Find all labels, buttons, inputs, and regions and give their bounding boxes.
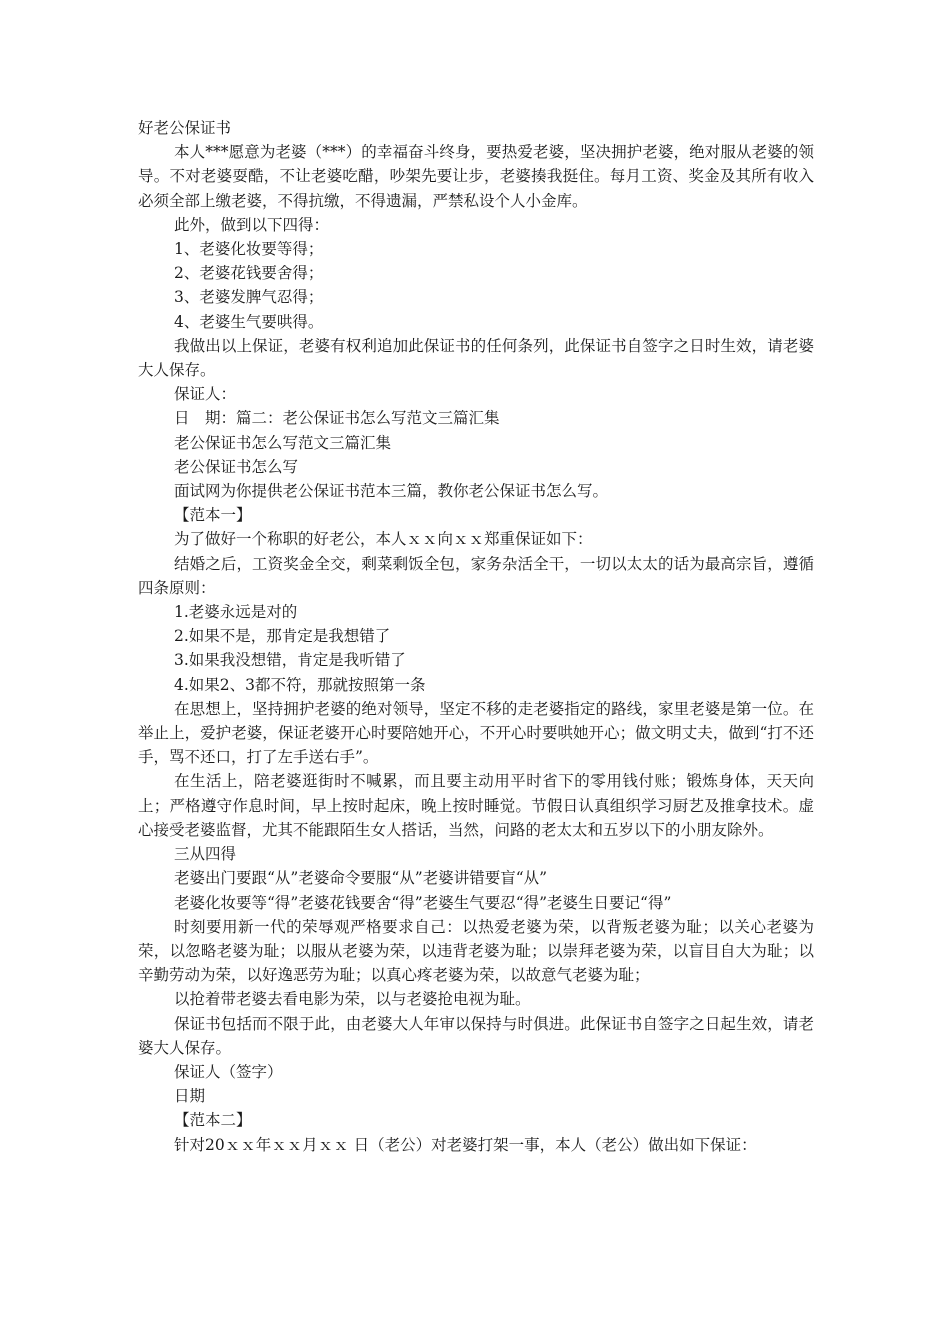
list-item: 2、老婆花钱要舍得； bbox=[174, 264, 324, 283]
paragraph: 本人***愿意为老婆（***）的幸福奋斗终身，要热爱老婆，坚决拥护老婆，绝对服从老婆的领导。不对老婆耍酷，不让老婆吃醋，吵架先要让步，老婆揍我挺住。每月工资、奖金及其所有收入必须全部上缴老婆，不得抗缴，不得遗漏，严禁私设个人小金库。 bbox=[138, 143, 814, 210]
list-item: 1.老婆永远是对的 bbox=[174, 603, 298, 622]
paragraph: 在思想上，坚持拥护老婆的绝对领导，坚定不移的走老婆指定的路线，家里老婆是第一位。在举止上，爱护老婆，保证老婆开心时要陪她开心，不开心时要哄她开心；做文明丈夫，做到“打不还手，骂不还口，打了左手送右手”。 bbox=[138, 699, 814, 767]
document-body bbox=[138, 116, 814, 1157]
section-heading: 【范本二】 bbox=[174, 1111, 252, 1130]
date-line: 日期 bbox=[174, 1087, 206, 1106]
paragraph: 针对20ｘｘ年ｘｘ月ｘｘ 日（老公）对老婆打架一事，本人（老公）做出如下保证： bbox=[174, 1135, 757, 1154]
list-item: 2.如果不是，那肯定是我想错了 bbox=[174, 627, 391, 646]
list-item: 3.如果我没想错，肯定是我听错了 bbox=[174, 651, 406, 670]
paragraph: 时刻要用新一代的荣辱观严格要求自己：以热爱老婆为荣，以背叛老婆为耻；以关心老婆为荣，以忽略老婆为耻；以服从老婆为荣，以违背老婆为耻；以崇拜老婆为荣，以盲目自大为耻；以辛勤劳动为荣，以好逸恶劳为耻；以真心疼老婆为荣，以故意气老婆为耻； bbox=[138, 917, 814, 985]
document-title: 好老公保证书 bbox=[138, 119, 232, 137]
date-line: 日 期：篇二：老公保证书怎么写范文三篇汇集 bbox=[174, 409, 500, 428]
list-item: 4、老婆生气要哄得。 bbox=[174, 312, 324, 331]
list-item: 1、老婆化妆要等得； bbox=[174, 240, 324, 259]
section-heading: 三从四得 bbox=[174, 845, 237, 864]
paragraph: 面试网为你提供老公保证书范本三篇，教你老公保证书怎么写。 bbox=[174, 482, 609, 501]
list-item: 4.如果2、3都不符，那就按照第一条 bbox=[174, 675, 426, 694]
section-heading: 老公保证书怎么写 bbox=[174, 457, 299, 476]
section-heading: 老公保证书怎么写范文三篇汇集 bbox=[174, 433, 392, 452]
signature-line: 保证人： bbox=[174, 385, 237, 404]
paragraph: 老婆出门要跟“从”老婆命令要服“从”老婆讲错要盲“从” bbox=[174, 869, 548, 888]
signature-line: 保证人（签字） bbox=[174, 1062, 283, 1081]
paragraph: 我做出以上保证，老婆有权利追加此保证书的任何条列，此保证书自签字之日时生效，请老婆大人保存。 bbox=[138, 336, 814, 380]
paragraph: 以抢着带老婆去看电影为荣，以与老婆抢电视为耻。 bbox=[174, 990, 531, 1009]
paragraph: 保证书包括而不限于此，由老婆大人年审以保持与时俱进。此保证书自签字之日起生效，请老婆大人保存。 bbox=[138, 1014, 814, 1057]
paragraph: 老婆化妆要等“得”老婆花钱要舍“得”老婆生气要忍“得”老婆生日要记“得” bbox=[174, 893, 672, 912]
section-heading: 【范本一】 bbox=[174, 506, 252, 525]
paragraph: 此外，做到以下四得： bbox=[174, 215, 330, 234]
paragraph: 为了做好一个称职的好老公，本人ｘｘ向ｘｘ郑重保证如下： bbox=[174, 530, 593, 549]
paragraph: 在生活上，陪老婆逛街时不喊累，而且要主动用平时省下的零用钱付账；锻炼身体，天天向上；严格遵守作息时间，早上按时起床，晚上按时睡觉。节假日认真组织学习厨艺及推拿技术。虚心接受老婆监督，尤其不能跟陌生女人搭话，当然，问路的老太太和五岁以下的小朋友除外。 bbox=[138, 772, 814, 839]
list-item: 3、老婆发脾气忍得； bbox=[174, 288, 324, 307]
paragraph: 结婚之后，工资奖金全交，剩菜剩饭全包，家务杂活全干，一切以太太的话为最高宗旨，遵循四条原则： bbox=[138, 554, 814, 597]
